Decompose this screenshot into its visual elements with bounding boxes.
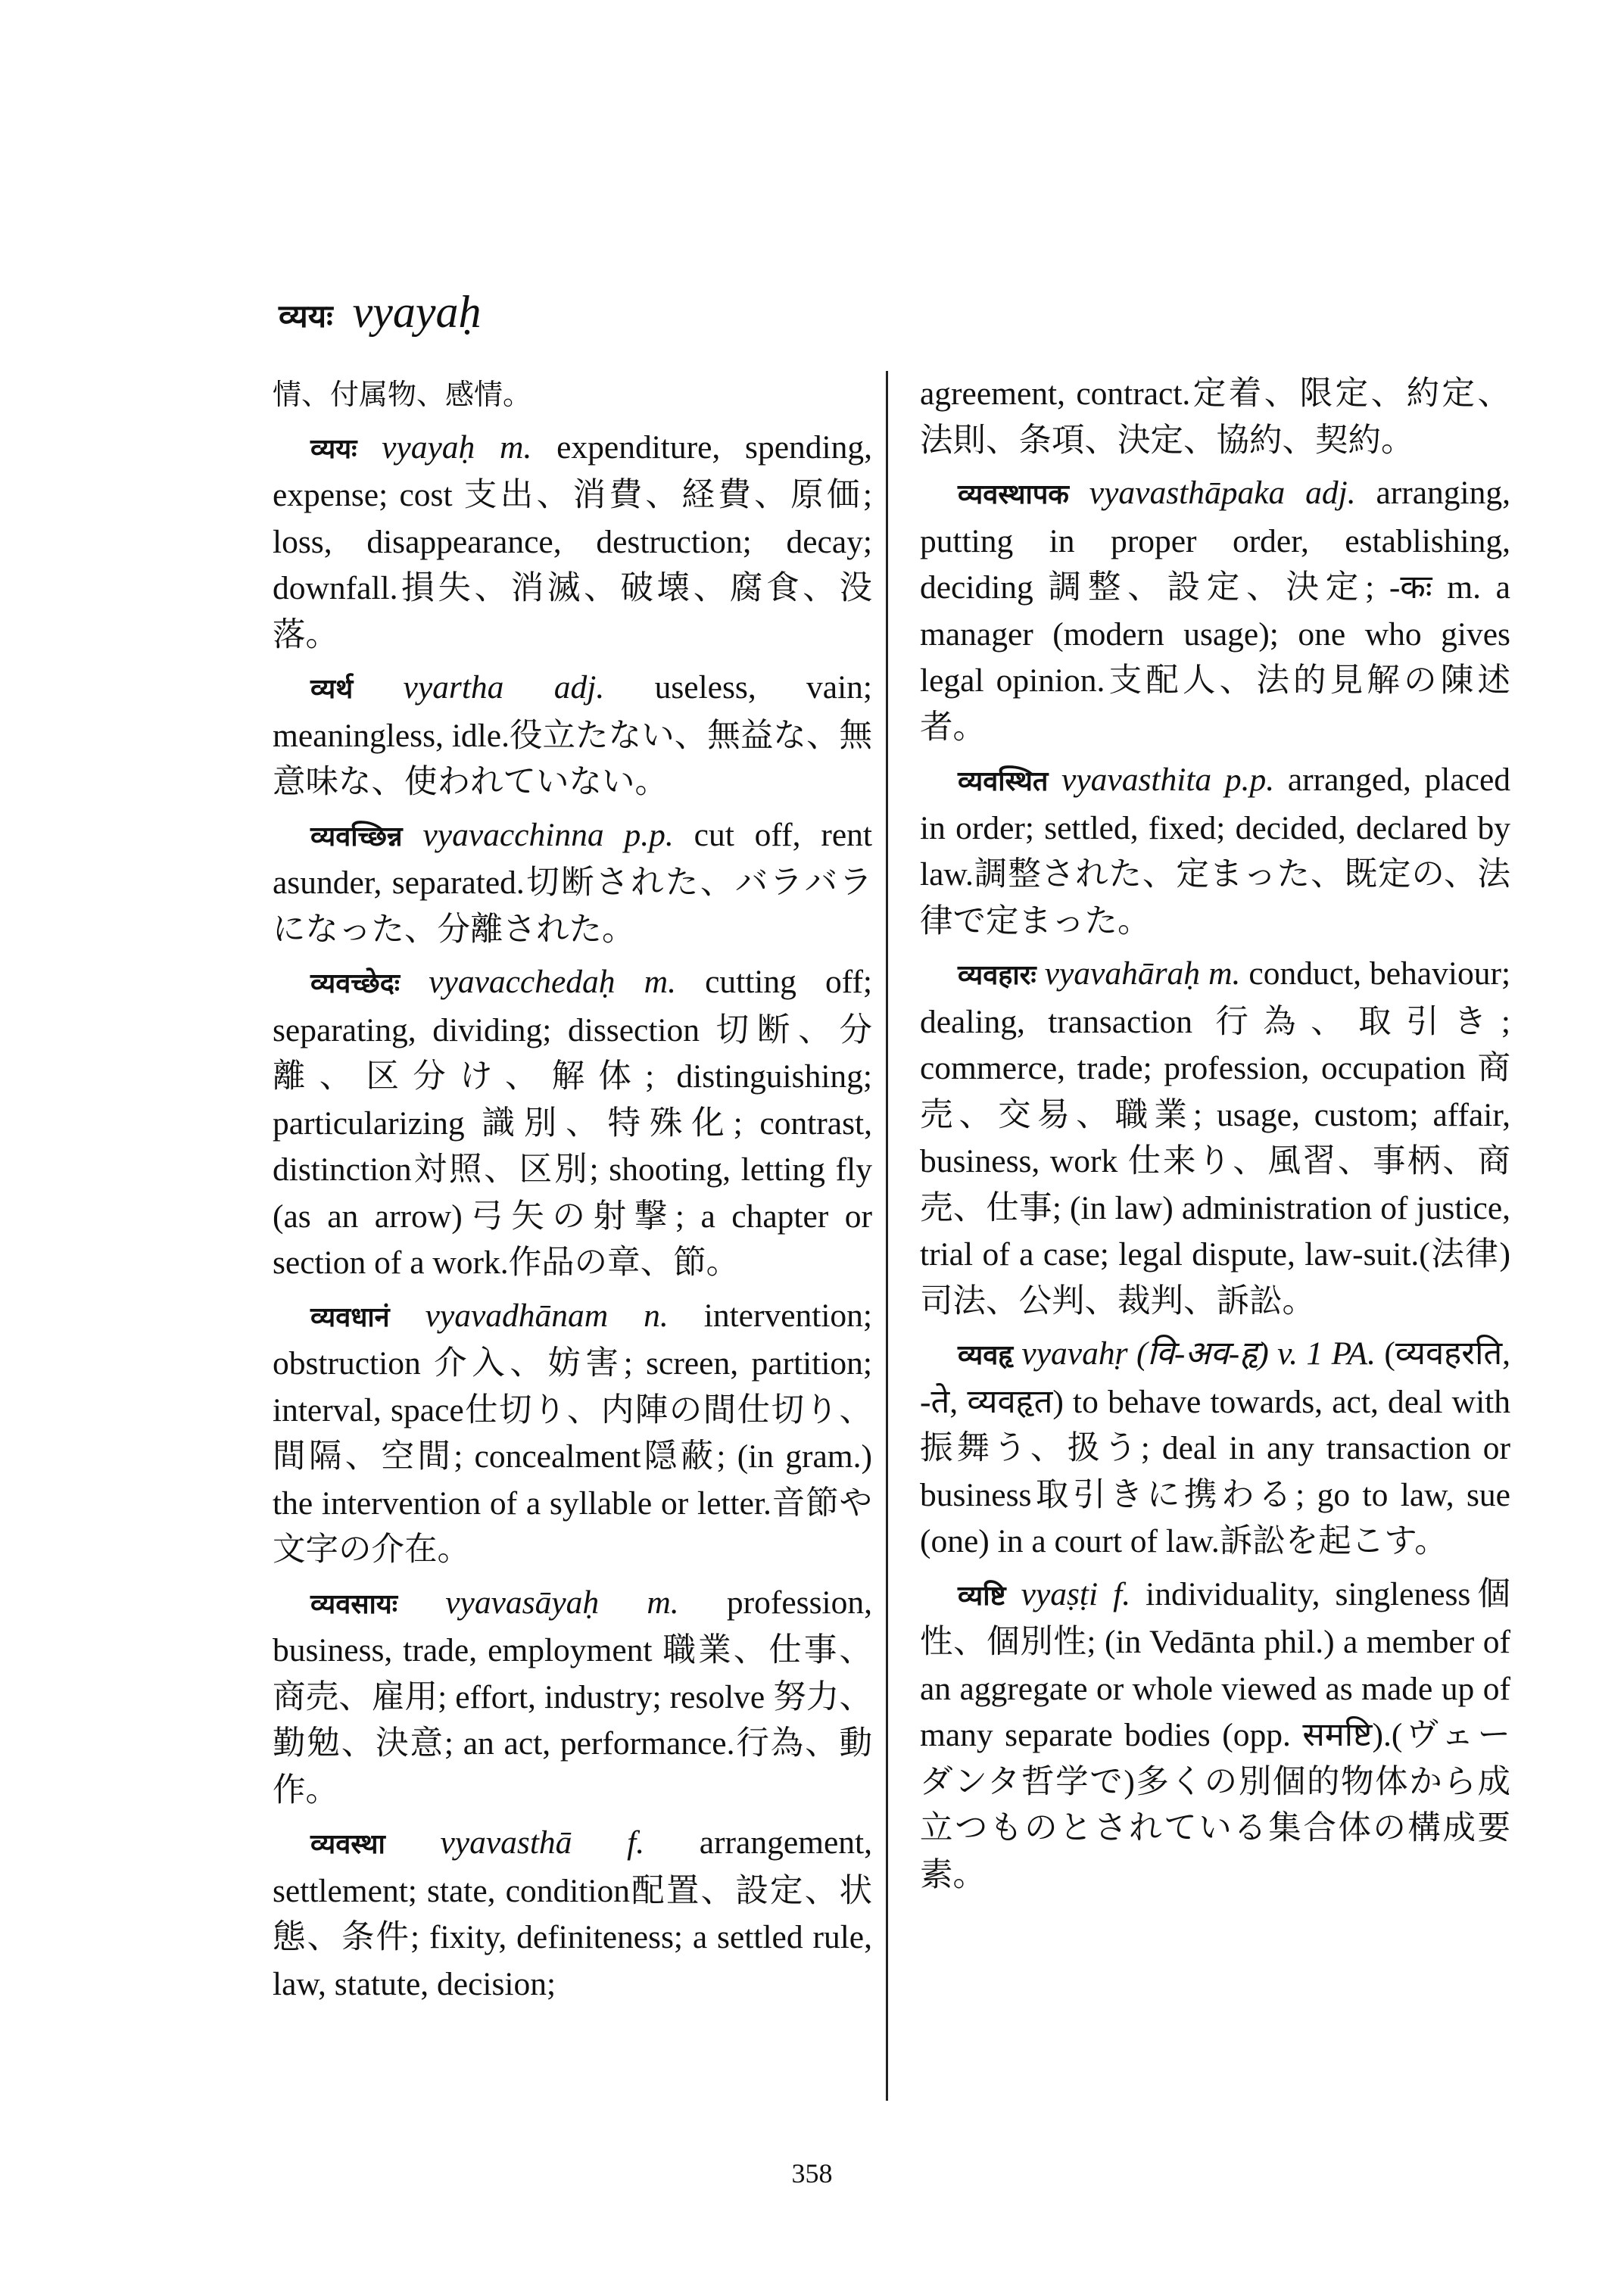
grammar: m. xyxy=(1208,955,1241,992)
definition: cut off, rent asunder, separated.切断された、バラバラになった、分離された。 xyxy=(273,816,873,948)
headword: व्यर्थ xyxy=(310,674,354,705)
entry-vyavaharah xyxy=(920,951,1510,1325)
romanization: vyavacchedaḥ xyxy=(429,964,616,1000)
definition: intervention; obstruction 介入、妨害; screen, partition; interval, space仕切り、内陣の間仕切り、間隔、空間; concealment隠蔽; (in gram.) the intervention of a syllable or letter.音節や文字の介在。 xyxy=(273,1297,873,1568)
grammar: n. xyxy=(644,1297,669,1334)
definition: expenditure, spending, expense; cost 支出、消費、経費、原価; loss, disappearance, destruction; decay; downfall.損失、消滅、破壊、腐食、没落。 xyxy=(273,428,872,653)
grammar: f. xyxy=(1113,1575,1131,1612)
definition: arranged, placed in order; settled, fixed; decided, declared by law.調整された、定まった、既定の、法律で定まった。 xyxy=(920,762,1511,939)
entry-vyayah xyxy=(273,425,872,659)
entry-vyartha xyxy=(273,665,872,806)
definition: conduct, behaviour; dealing, transaction 行為、取引き; commerce, trade; profession, occupation 商売、交易、職業; usage, custom; affair, business, work 仕来り、風習、事柄、商売、仕事; (in law) administration of justice, trial of a case; legal dispute, law-suit.(法律)司法、公判、裁判、訴訟。 xyxy=(920,955,1511,1319)
header-romanized: vyayaḥ xyxy=(352,287,482,337)
headword: व्यवच्छिन्न xyxy=(310,821,403,852)
column-divider xyxy=(886,371,888,2101)
definition: cutting off; separating, dividing; dissection 切断、分離、区分け、解体; distinguishing; particularizing 識別、特殊化; contrast, distinction対照、区別; shooting, letting fly (as an arrow)弓矢の射撃; a chapter or section of a work.作品の章、節。 xyxy=(273,964,873,1281)
romanization: vyavasthā xyxy=(440,1824,572,1861)
grammar: adj. xyxy=(1305,475,1356,511)
romanization: vyavahāraḥ xyxy=(1044,955,1201,992)
page-header xyxy=(279,286,481,347)
headword: व्यवच्छेदः xyxy=(310,968,401,999)
headword: व्यवस्थापक xyxy=(958,479,1069,510)
romanization: vyavacchinna xyxy=(422,816,604,853)
definition: arrangement, settlement; state, condition配置、設定、状態、条件; fixity, definiteness; a settled rule, law, statute, decision; xyxy=(273,1824,872,2002)
grammar: p.p. xyxy=(1224,762,1275,798)
grammar: f. xyxy=(627,1824,645,1861)
entry-vyavadhanam xyxy=(273,1293,872,1574)
grammar: (वि-अव-हृ) v. 1 PA. xyxy=(1136,1335,1376,1372)
grammar: m. xyxy=(647,1584,679,1621)
headword: व्ययः xyxy=(310,433,357,465)
entry-vyasti xyxy=(920,1572,1510,1899)
romanization: vyavasthāpaka xyxy=(1089,475,1286,511)
romanization: vyavasāyaḥ xyxy=(445,1584,600,1621)
entry-vyavastha xyxy=(273,1820,872,2008)
romanization: vyavahṛ xyxy=(1021,1335,1128,1372)
romanization: vyaṣṭi xyxy=(1021,1575,1099,1612)
page-number: 358 xyxy=(791,2158,833,2189)
definition: arranging, putting in proper order, establishing, deciding 調整、設定、決定; -कः m. a manager (modern usage); one who gives legal opinion.支配人、法的見解の陳述者。 xyxy=(920,475,1511,746)
left-column xyxy=(273,371,872,2014)
continuation-text: 情、付属物、感情。 xyxy=(273,378,532,411)
header-devanagari: व्ययः xyxy=(279,298,333,335)
headword: व्यवस्थित xyxy=(958,766,1049,797)
definition: useless, vain; meaningless, idle.役立たない、無益な、無意味な、使われていない。 xyxy=(273,669,873,800)
definition: individuality, singleness個性、個別性; (in Vedānta phil.) a member of an aggregate or whole viewed as made up of many separate bodies (opp. समष्टि).(ヴェーダンタ哲学で)多くの別個的物体から成立つものとされている集合体の構成要素。 xyxy=(920,1575,1511,1893)
romanization: vyayaḥ xyxy=(382,428,475,466)
grammar: m. xyxy=(644,964,676,1000)
entry-vyavasayah xyxy=(273,1580,872,1815)
headword: व्यवस्था xyxy=(310,1829,385,1860)
romanization: vyavadhānam xyxy=(425,1297,609,1334)
headword: व्यवसायः xyxy=(310,1588,398,1620)
entry-vyavahr xyxy=(920,1331,1510,1566)
definition: profession, business, trade, employment 職業、仕事、商売、雇用; effort, industry; resolve 努力、勤勉、決意; an act, performance.行為、動作。 xyxy=(273,1584,873,1809)
entry-vyavacchedah xyxy=(273,959,872,1287)
headword: व्यवहृ xyxy=(958,1340,1014,1371)
entry-vyavasthita xyxy=(920,757,1510,945)
grammar: p.p. xyxy=(624,816,674,853)
romanization: vyavasthita xyxy=(1061,762,1212,798)
headword: व्यवहारः xyxy=(958,960,1036,991)
entry-vyavasthapaka xyxy=(920,470,1510,751)
grammar: m. xyxy=(500,428,532,466)
right-column xyxy=(920,371,1510,1905)
definition: (व्यवहरति, -ते, व्यवहृत) to behave towards, act, deal with振舞う、扱う; deal in any transaction or business取引きに携わる; go to law, sue (one) in a court of law.訴訟を起こす。 xyxy=(920,1335,1511,1559)
grammar: adj. xyxy=(553,669,605,706)
romanization: vyartha xyxy=(403,669,504,706)
headword: व्यष्टि xyxy=(958,1580,1006,1612)
continuation-text: agreement, contract.定着、限定、約定、法則、条項、決定、協約、契約。 xyxy=(920,375,1510,459)
headword: व्यवधानं xyxy=(310,1301,390,1333)
entry-vyavacchinna xyxy=(273,812,872,954)
